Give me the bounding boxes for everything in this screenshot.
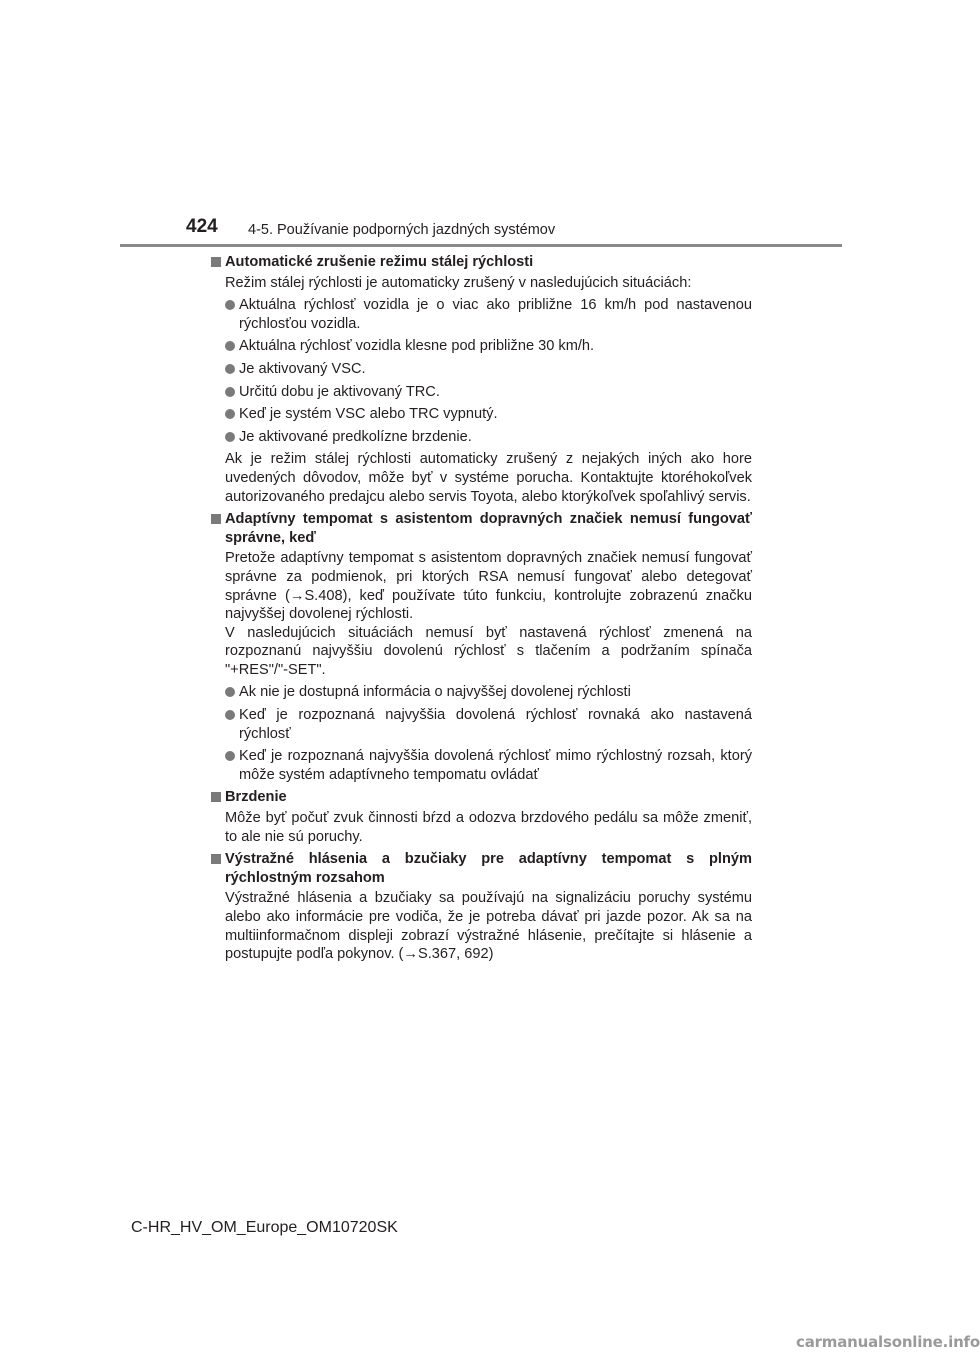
list-item-text: Určitú dobu je aktivovaný TRC. xyxy=(239,383,440,400)
section-heading-text: Brzdenie xyxy=(225,789,287,806)
bullet-list xyxy=(225,296,752,446)
section-1 xyxy=(210,253,752,506)
list-item-text: Je aktivované predkolízne brzdenie. xyxy=(239,428,472,445)
section-paragraph: Môže byť počuť zvuk činnosti bŕzd a odozva brzdového pedálu sa môže zmeniť, to ale nie sú poruchy. xyxy=(225,810,752,845)
list-item-text: Aktuálna rýchlosť vozidla je o viac ako približne 16 km/h pod nastavenou rýchlosťou vozidla. xyxy=(239,297,752,332)
round-bullet-icon xyxy=(225,432,235,442)
square-bullet-icon xyxy=(211,514,221,524)
list-item-text: Keď je systém VSC alebo TRC vypnutý. xyxy=(239,406,498,423)
round-bullet-icon xyxy=(225,710,235,720)
list-item xyxy=(225,360,752,379)
list-item-text: Aktuálna rýchlosť vozidla klesne pod približne 30 km/h. xyxy=(239,338,595,355)
list-item xyxy=(225,428,752,447)
section-paragraph: Pretože adaptívny tempomat s asistentom dopravných značiek nemusí fungovať správne za podmienok, pri ktorých RSA nemusí fungovať alebo detegovať správne (→S.408), keď používate túto funkciu, kontrolujte zobrazenú značku najvyššej dovolenej rýchlosti. V nasledujúcich situáciách nemusí byť nastavená rýchlosť zmenená na rozpoznanú najvyššiu dovolenú rýchlosť s tlačením a podržaním spínača "+RES"/"-SET". xyxy=(225,550,752,678)
section-heading-text: Automatické zrušenie režimu stálej rýchlosti xyxy=(225,254,534,270)
list-item xyxy=(225,747,752,784)
document-id: C-HR_HV_OM_Europe_OM10720SK xyxy=(131,1219,398,1236)
bullet-list xyxy=(225,683,752,784)
page-number: 424 xyxy=(186,216,218,237)
round-bullet-icon xyxy=(225,341,235,351)
section-heading-text: Výstražné hlásenia a bzučiaky pre adaptívny tempomat s plným rýchlostným rozsahom xyxy=(225,851,752,886)
section-paragraph: Výstražné hlásenia a bzučiaky sa používajú na signalizáciu poruchy systému alebo ako informácie pre vodiča, že je potreba dávať pri jazde pozor. Ak sa na multiinformačnom displeji zobrazí výstražné hlásenie, prečítajte si hlásenie a postupujte podľa pokynov. (→S.367, 692) xyxy=(225,890,752,963)
list-item-text: Keď je rozpoznaná najvyššia dovolená rýchlosť mimo rýchlostný rozsah, ktorý môže systém adaptívneho tempomatu ovládať xyxy=(239,748,752,783)
list-item-text: Je aktivovaný VSC. xyxy=(239,360,366,377)
section-heading xyxy=(210,510,752,547)
list-item xyxy=(225,405,752,424)
chapter-title: 4-5. Používanie podporných jazdných systémov xyxy=(248,222,556,238)
round-bullet-icon xyxy=(225,387,235,397)
section-note: Ak je režim stálej rýchlosti automaticky zrušený z nejakých iných ako hore uvedených dôvodov, môže byť v systéme porucha. Kontaktujte ktoréhokoľvek autorizovaného predajcu alebo servis Toyota, alebo ktorýkoľvek spoľahlivý servis. xyxy=(225,451,752,505)
square-bullet-icon xyxy=(211,257,221,267)
section-heading xyxy=(210,253,752,272)
header-divider xyxy=(120,244,842,247)
watermark-link[interactable]: carmanualsonline.info xyxy=(796,1333,980,1351)
list-item xyxy=(225,706,752,743)
section-4 xyxy=(210,850,752,964)
list-item-text: Keď je rozpoznaná najvyššia dovolená rýchlosť rovnaká ako nastavená rýchlosť xyxy=(239,707,752,742)
list-item xyxy=(225,296,752,333)
section-3 xyxy=(210,788,752,846)
section-body xyxy=(210,809,752,846)
list-item xyxy=(225,683,752,702)
section-body xyxy=(210,274,752,507)
section-body xyxy=(210,549,752,784)
square-bullet-icon xyxy=(211,854,221,864)
round-bullet-icon xyxy=(225,300,235,310)
page-content xyxy=(210,253,752,964)
round-bullet-icon xyxy=(225,364,235,374)
list-item xyxy=(225,383,752,402)
section-heading-text: Adaptívny tempomat s asistentom dopravných značiek nemusí fungovať správne, keď xyxy=(225,511,752,546)
round-bullet-icon xyxy=(225,687,235,697)
square-bullet-icon xyxy=(211,792,221,802)
section-2 xyxy=(210,510,752,784)
section-body xyxy=(210,889,752,963)
section-heading xyxy=(210,850,752,887)
section-heading xyxy=(210,788,752,807)
round-bullet-icon xyxy=(225,751,235,761)
round-bullet-icon xyxy=(225,409,235,419)
list-item-text: Ak nie je dostupná informácia o najvyššej dovolenej rýchlosti xyxy=(239,684,631,701)
section-paragraph: Režim stálej rýchlosti je automaticky zrušený v nasledujúcich situáciách: xyxy=(225,274,692,291)
list-item xyxy=(225,337,752,356)
